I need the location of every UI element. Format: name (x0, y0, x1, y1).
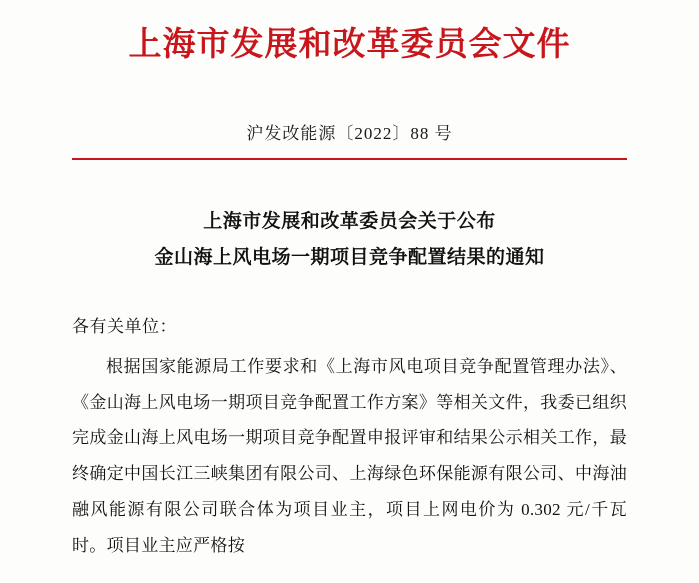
salutation: 各有关单位： (72, 317, 177, 337)
page-title: 上海市发展和改革委员会文件 (128, 27, 571, 63)
document-subject (72, 204, 627, 276)
subject-line-1: 上海市发展和改革委员会关于公布 (203, 210, 496, 232)
document-number: 沪发改能源〔2022〕88 号 (246, 123, 453, 143)
document-header (72, 0, 627, 67)
subject-line-2: 金山海上风电场一期项目竞争配置结果的通知 (154, 246, 545, 268)
red-divider-rule (72, 158, 627, 160)
body-paragraph-1: 根据国家能源局工作要求和《上海市风电项目竞争配置管理办法》、《金山海上风电场一期项目竞争配置工作方案》等相关文件，我委已组织完成金山海上风电场一期项目竞争配置申报评审和结果公示相关工作，最终确定中国长江三峡集团有限公司、上海绿色环保能源有限公司、中海油融风能源有限公司联合体为项目业主，项目上网电价为 0.302 元/千瓦时。项目业主应严格按 (72, 357, 627, 555)
